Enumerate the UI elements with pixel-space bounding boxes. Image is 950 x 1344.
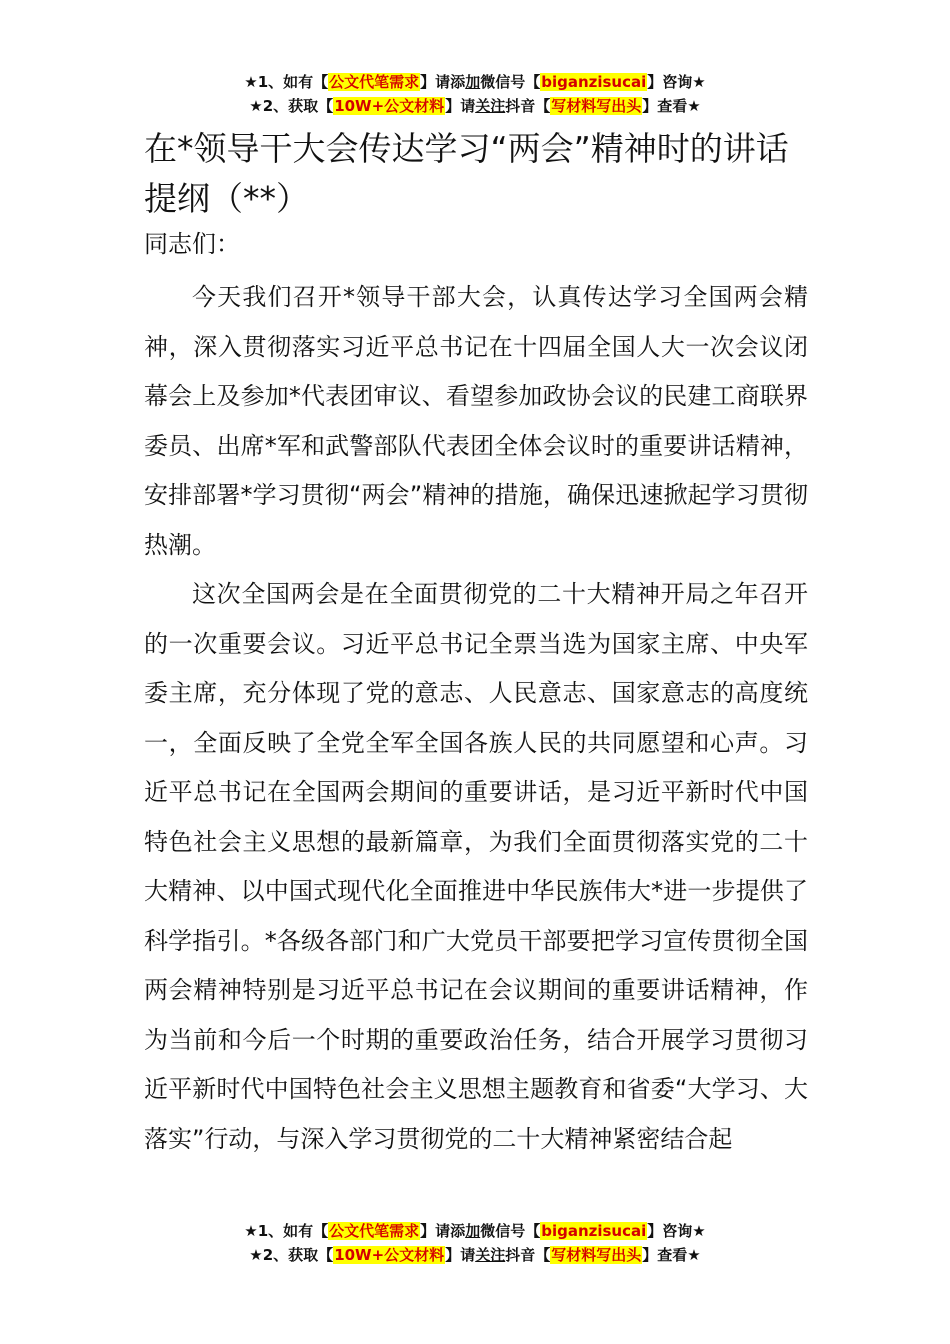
paragraph: 这次全国两会是在全面贯彻党的二十大精神开局之年召开的一次重要会议。习近平总书记全票当选为国家主席、中央军委主席，充分体现了党的意志、人民意志、国家意志的高度统一，全面反映了全党全军全国各族人民的共同愿望和心声。习近平总书记在全国两会期间的重要讲话，是习近平新时代中国特色社会主义思想的最新篇章，为我们全面贯彻落实党的二十大精神、以中国式现代化全面推进中华民族伟大*进一步提供了科学指引。*各级各部门和广大党员干部要把学习宣传贯彻全国两会精神特别是习近平总书记在会议期间的重要讲话精神，作为当前和今后一个时期的重要政治任务，结合开展学习贯彻习近平新时代中国特色社会主义思想主题教育和省委“大学习、大落实”行动，与深入学习贯彻党的二十大精神紧密结合起	[144, 580, 808, 1153]
highlight-wechat-id: biganzisucai	[541, 73, 647, 91]
banner-line-2: ★2、获取【10W+公文材料】请关注抖音【写材料写出头】查看★	[249, 1246, 701, 1264]
highlight-materials: 10W+公文材料	[334, 97, 445, 115]
header-banner	[0, 70, 950, 118]
banner-line-1: ★1、如有【公文代笔需求】请添加微信号【biganzisucai】咨询★	[244, 1222, 706, 1240]
highlight-service: 公文代笔需求	[329, 1222, 420, 1240]
salutation: 同志们：	[144, 230, 240, 258]
paragraph: 今天我们召开*领导干部大会，认真传达学习全国两会精神，深入贯彻落实习近平总书记在十四届全国人大一次会议闭幕会上及参加*代表团审议、看望参加政协会议的民建工商联界委员、出席*军和武警部队代表团全体会议时的重要讲话精神，安排部署*学习贯彻“两会”精神的措施，确保迅速掀起学习贯彻热潮。	[144, 283, 808, 559]
highlight-douyin-account: 写材料写出头	[551, 97, 642, 115]
banner-line-1: ★1、如有【公文代笔需求】请添加微信号【biganzisucai】咨询★	[244, 73, 706, 91]
highlight-service: 公文代笔需求	[329, 73, 420, 91]
document-body	[144, 273, 808, 1164]
document-title: 在*领导干大会传达学习“两会”精神时的讲话提纲（**）	[144, 129, 789, 218]
footer-banner	[0, 1219, 950, 1267]
highlight-materials: 10W+公文材料	[334, 1246, 445, 1264]
banner-line-2: ★2、获取【10W+公文材料】请关注抖音【写材料写出头】查看★	[249, 97, 701, 115]
highlight-douyin-account: 写材料写出头	[551, 1246, 642, 1264]
highlight-wechat-id: biganzisucai	[541, 1222, 647, 1240]
